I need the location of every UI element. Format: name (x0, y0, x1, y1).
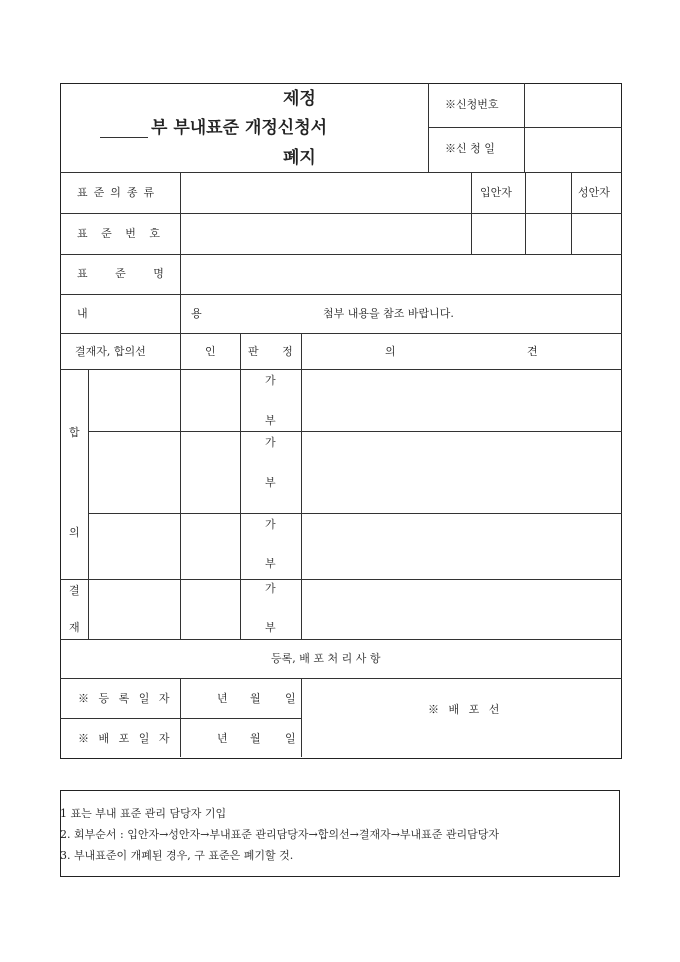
rule (301, 678, 302, 757)
rule (88, 431, 622, 432)
rule (88, 513, 622, 514)
rule (60, 213, 622, 214)
title-abolish: 폐지 (283, 148, 316, 168)
approve-mark[interactable]: 가 (265, 436, 276, 449)
rule (240, 333, 241, 639)
approve-mark[interactable]: 가 (265, 374, 276, 387)
day-label: 일 (285, 732, 296, 745)
judgement-column-header: 판 정 (248, 345, 303, 358)
approver-label: 성안자 (578, 186, 610, 199)
note-3: 3. 부내표준이 개폐된 경우, 구 표준은 폐기할 것. (60, 849, 294, 862)
dept-name-blank[interactable] (100, 137, 148, 138)
page-title: 부 부내표준 개정신청서 (151, 118, 328, 138)
rule (180, 333, 181, 639)
content-value: 첨부 내용을 참조 바랍니다. (323, 307, 454, 320)
side-label-jae: 재 (69, 621, 80, 634)
rule (60, 294, 622, 295)
proposer-label: 입안자 (480, 186, 512, 199)
title-enact: 제정 (283, 89, 316, 109)
rule (428, 127, 622, 128)
reject-mark[interactable]: 부 (265, 557, 276, 570)
approve-mark[interactable]: 가 (265, 582, 276, 595)
registration-date-label: ※ 등 록 일 자 (78, 692, 173, 705)
month-label: 월 (250, 732, 261, 745)
rule (301, 333, 302, 639)
rule (60, 579, 622, 580)
distribution-section-title: 등록, 배 포 처 리 사 항 (271, 652, 381, 665)
rule (60, 172, 622, 173)
opinion-column-header: 견 (527, 345, 538, 358)
rule (88, 369, 89, 639)
rule (60, 333, 622, 334)
side-label-ui: 의 (69, 526, 80, 539)
apply-date-label: ※신 청 일 (445, 142, 495, 155)
rule (60, 678, 622, 679)
rule (571, 172, 572, 254)
rule (428, 83, 429, 173)
rule (471, 172, 472, 254)
standard-type-label: 표준의종류 (77, 186, 161, 199)
apply-number-label: ※신청번호 (445, 98, 499, 111)
note-2: 2. 회부순서 : 입안자→성안자→부내표준 관리담당자→합의선→결재자→부내표준 관리담당자 (60, 828, 500, 841)
standard-name-label: 표 준 명 (77, 267, 176, 280)
opinion-column-header: 의 (385, 345, 396, 358)
rule (524, 83, 525, 173)
year-label: 년 (217, 692, 228, 705)
rule (60, 254, 622, 255)
standard-number-label: 표 준 번 호 (77, 227, 165, 240)
rule (60, 639, 622, 640)
approve-mark[interactable]: 가 (265, 518, 276, 531)
note-1: 1 표는 부내 표준 관리 담당자 기입 (60, 807, 227, 820)
distribution-destination-label: ※ 배 포 선 (428, 703, 503, 716)
year-label: 년 (217, 732, 228, 745)
reject-mark[interactable]: 부 (265, 621, 276, 634)
rule (60, 369, 622, 370)
side-label-hap: 합 (69, 426, 80, 439)
reject-mark[interactable]: 부 (265, 476, 276, 489)
side-label-gyeol: 결 (69, 584, 80, 597)
month-label: 월 (250, 692, 261, 705)
day-label: 일 (285, 692, 296, 705)
rule (525, 172, 526, 254)
reviewer-column-header: 결재자, 합의선 (75, 345, 146, 358)
reject-mark[interactable]: 부 (265, 414, 276, 427)
content-label: 내 용 (77, 307, 252, 320)
rule (180, 678, 181, 757)
distribution-date-label: ※ 배 포 일 자 (78, 732, 173, 745)
seal-column-header: 인 (205, 345, 216, 358)
